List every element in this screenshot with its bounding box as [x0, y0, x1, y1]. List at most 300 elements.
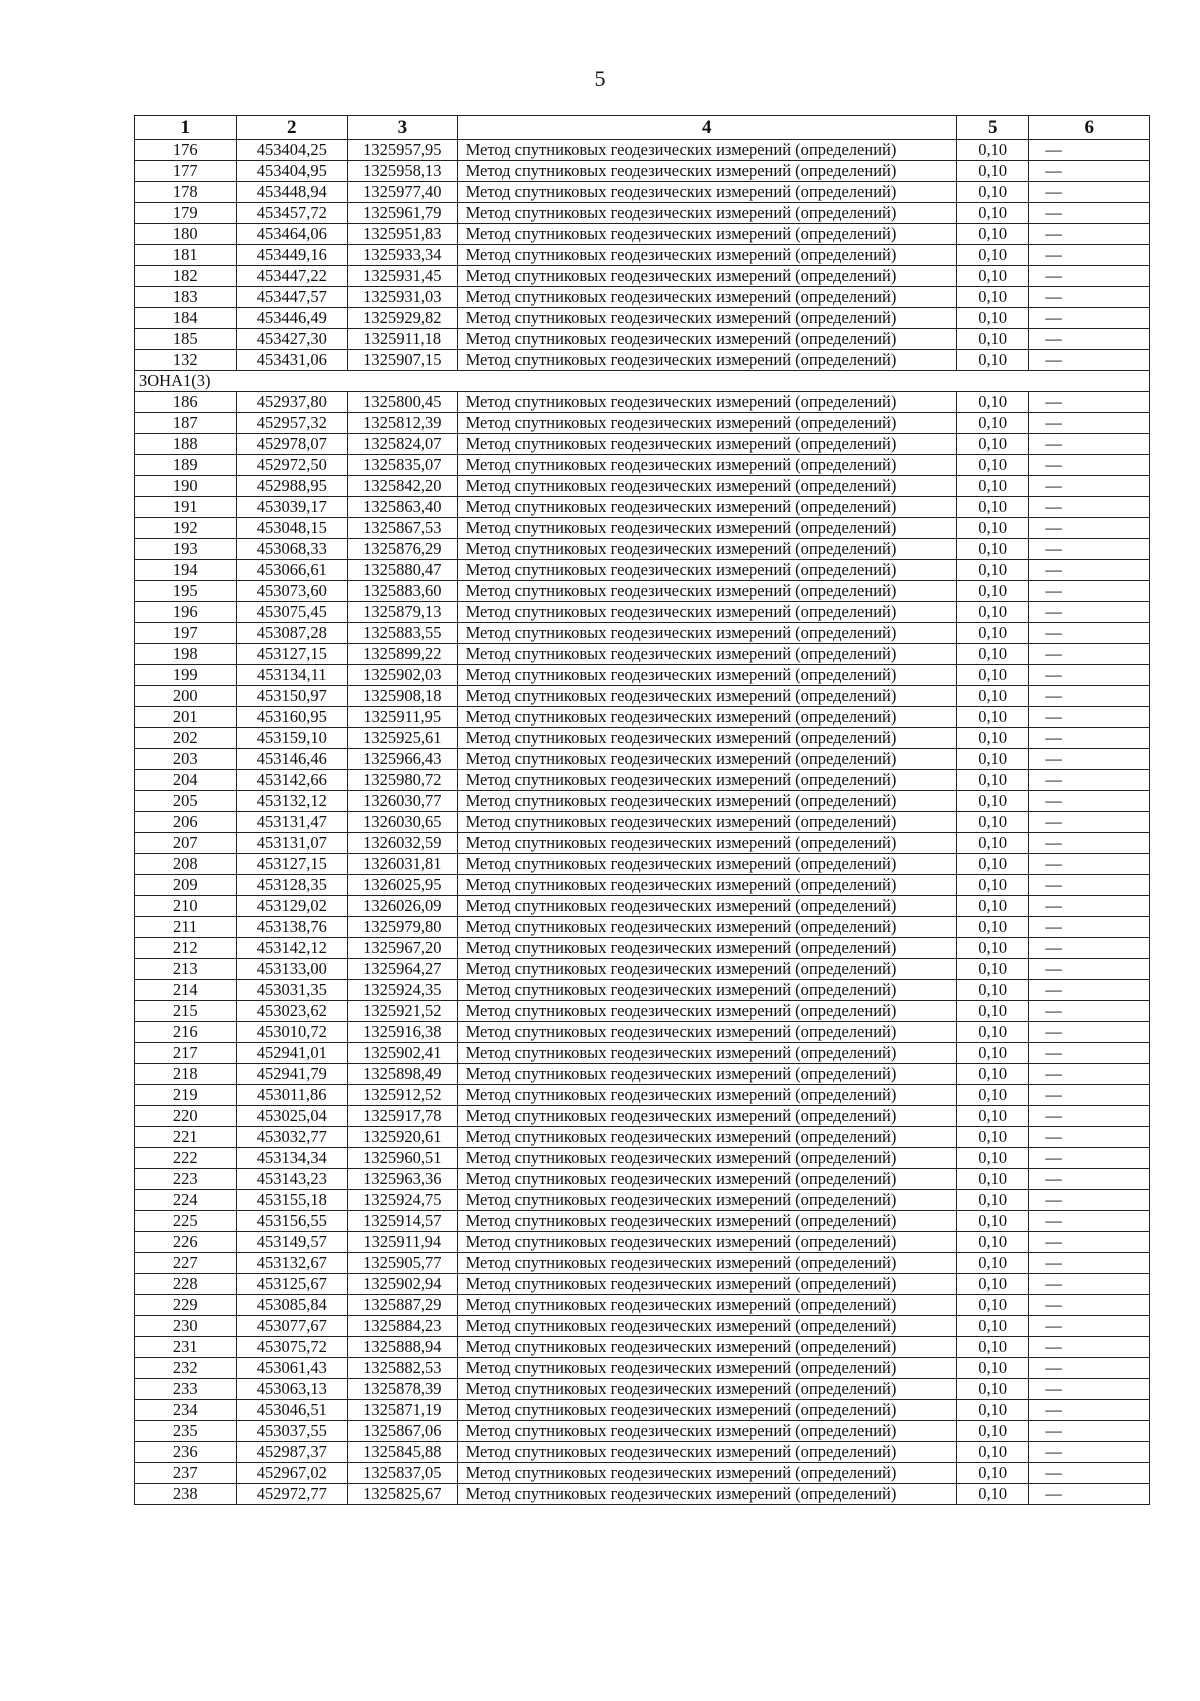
point-number: 231	[135, 1337, 237, 1358]
point-number: 214	[135, 980, 237, 1001]
coord-y: 1325902,03	[348, 665, 458, 686]
coord-y: 1325825,67	[348, 1484, 458, 1505]
coord-y: 1325842,20	[348, 476, 458, 497]
page-number: 5	[594, 66, 606, 91]
coord-y: 1325837,05	[348, 1463, 458, 1484]
method-cell: Метод спутниковых геодезических измерений (определений)	[457, 1022, 956, 1043]
table-row	[135, 749, 1150, 770]
note-cell: —	[1029, 791, 1150, 812]
note-cell: —	[1029, 833, 1150, 854]
table-row	[135, 938, 1150, 959]
note-cell: —	[1029, 1316, 1150, 1337]
coord-y: 1325967,20	[348, 938, 458, 959]
coord-y: 1325931,03	[348, 287, 458, 308]
note-cell: —	[1029, 854, 1150, 875]
note-cell: —	[1029, 1232, 1150, 1253]
coord-x: 453075,72	[236, 1337, 348, 1358]
coord-x: 453085,84	[236, 1295, 348, 1316]
note-cell: —	[1029, 1148, 1150, 1169]
point-number: 186	[135, 392, 237, 413]
note-cell: —	[1029, 1043, 1150, 1064]
note-cell: —	[1029, 497, 1150, 518]
note-cell: —	[1029, 665, 1150, 686]
accuracy-cell: 0,10	[957, 1421, 1029, 1442]
coord-y: 1326026,09	[348, 896, 458, 917]
method-cell: Метод спутниковых геодезических измерений (определений)	[457, 644, 956, 665]
coord-x: 453457,72	[236, 203, 348, 224]
point-number: 207	[135, 833, 237, 854]
point-number: 228	[135, 1274, 237, 1295]
note-cell: —	[1029, 1253, 1150, 1274]
method-cell: Метод спутниковых геодезических измерений (определений)	[457, 308, 956, 329]
table-row	[135, 686, 1150, 707]
note-cell: —	[1029, 455, 1150, 476]
coord-x: 453431,06	[236, 350, 348, 371]
accuracy-cell: 0,10	[957, 224, 1029, 245]
point-number: 213	[135, 959, 237, 980]
coord-x: 453448,94	[236, 182, 348, 203]
coord-x: 453146,46	[236, 749, 348, 770]
method-cell: Метод спутниковых геодезических измерений (определений)	[457, 1085, 956, 1106]
coord-y: 1325980,72	[348, 770, 458, 791]
coord-x: 453066,61	[236, 560, 348, 581]
point-number: 198	[135, 644, 237, 665]
method-cell: Метод спутниковых геодезических измерений (определений)	[457, 1337, 956, 1358]
accuracy-cell: 0,10	[957, 1337, 1029, 1358]
note-cell: —	[1029, 1274, 1150, 1295]
coord-x: 453446,49	[236, 308, 348, 329]
coord-y: 1325902,94	[348, 1274, 458, 1295]
method-cell: Метод спутниковых геодезических измерений (определений)	[457, 1190, 956, 1211]
point-number: 204	[135, 770, 237, 791]
point-number: 203	[135, 749, 237, 770]
accuracy-cell: 0,10	[957, 560, 1029, 581]
table-row	[135, 1085, 1150, 1106]
table-row	[135, 413, 1150, 434]
point-number: 209	[135, 875, 237, 896]
coord-x: 453087,28	[236, 623, 348, 644]
method-cell: Метод спутниковых геодезических измерений (определений)	[457, 560, 956, 581]
note-cell: —	[1029, 1190, 1150, 1211]
coord-y: 1325960,51	[348, 1148, 458, 1169]
coord-x: 453150,97	[236, 686, 348, 707]
note-cell: —	[1029, 413, 1150, 434]
point-number: 224	[135, 1190, 237, 1211]
table-row	[135, 602, 1150, 623]
table-row	[135, 644, 1150, 665]
note-cell: —	[1029, 1295, 1150, 1316]
coord-x: 453127,15	[236, 854, 348, 875]
note-cell: —	[1029, 1421, 1150, 1442]
table-row	[135, 1379, 1150, 1400]
note-cell: —	[1029, 1211, 1150, 1232]
point-number: 199	[135, 665, 237, 686]
coord-x: 453037,55	[236, 1421, 348, 1442]
table-row	[135, 518, 1150, 539]
header-col-2: 2	[236, 116, 348, 140]
accuracy-cell: 0,10	[957, 329, 1029, 350]
table-row	[135, 1484, 1150, 1505]
table-row	[135, 1232, 1150, 1253]
coord-y: 1325924,35	[348, 980, 458, 1001]
point-number: 182	[135, 266, 237, 287]
point-number: 234	[135, 1400, 237, 1421]
coord-y: 1325879,13	[348, 602, 458, 623]
point-number: 235	[135, 1421, 237, 1442]
method-cell: Метод спутниковых геодезических измерений (определений)	[457, 1127, 956, 1148]
point-number: 176	[135, 140, 237, 161]
coord-x: 453404,25	[236, 140, 348, 161]
note-cell: —	[1029, 203, 1150, 224]
note-cell: —	[1029, 728, 1150, 749]
method-cell: Метод спутниковых геодезических измерений (определений)	[457, 1211, 956, 1232]
accuracy-cell: 0,10	[957, 707, 1029, 728]
accuracy-cell: 0,10	[957, 581, 1029, 602]
coord-y: 1325867,06	[348, 1421, 458, 1442]
note-cell: —	[1029, 875, 1150, 896]
method-cell: Метод спутниковых геодезических измерений (определений)	[457, 770, 956, 791]
method-cell: Метод спутниковых геодезических измерений (определений)	[457, 329, 956, 350]
method-cell: Метод спутниковых геодезических измерений (определений)	[457, 1442, 956, 1463]
point-number: 218	[135, 1064, 237, 1085]
method-cell: Метод спутниковых геодезических измерений (определений)	[457, 1253, 956, 1274]
method-cell: Метод спутниковых геодезических измерений (определений)	[457, 1148, 956, 1169]
table-row	[135, 581, 1150, 602]
accuracy-cell: 0,10	[957, 1232, 1029, 1253]
coord-x: 452978,07	[236, 434, 348, 455]
table-row	[135, 1064, 1150, 1085]
table-row	[135, 623, 1150, 644]
accuracy-cell: 0,10	[957, 833, 1029, 854]
method-cell: Метод спутниковых геодезических измерений (определений)	[457, 1274, 956, 1295]
header-col-5: 5	[957, 116, 1029, 140]
coord-x: 453155,18	[236, 1190, 348, 1211]
table-row	[135, 1316, 1150, 1337]
accuracy-cell: 0,10	[957, 287, 1029, 308]
table-row	[135, 875, 1150, 896]
method-cell: Метод спутниковых геодезических измерений (определений)	[457, 203, 956, 224]
point-number: 225	[135, 1211, 237, 1232]
method-cell: Метод спутниковых геодезических измерений (определений)	[457, 476, 956, 497]
coord-y: 1325867,53	[348, 518, 458, 539]
table-row	[135, 1274, 1150, 1295]
coord-y: 1325916,38	[348, 1022, 458, 1043]
coord-x: 453149,57	[236, 1232, 348, 1253]
table-row	[135, 791, 1150, 812]
note-cell: —	[1029, 245, 1150, 266]
table-row	[135, 1400, 1150, 1421]
note-cell: —	[1029, 518, 1150, 539]
coord-x: 453404,95	[236, 161, 348, 182]
table-row	[135, 140, 1150, 161]
table-row	[135, 497, 1150, 518]
point-number: 194	[135, 560, 237, 581]
table-row	[135, 266, 1150, 287]
point-number: 227	[135, 1253, 237, 1274]
point-number: 230	[135, 1316, 237, 1337]
table-row	[135, 812, 1150, 833]
coord-x: 453447,22	[236, 266, 348, 287]
method-cell: Метод спутниковых геодезических измерений (определений)	[457, 980, 956, 1001]
method-cell: Метод спутниковых геодезических измерений (определений)	[457, 1295, 956, 1316]
method-cell: Метод спутниковых геодезических измерений (определений)	[457, 1379, 956, 1400]
coord-x: 453447,57	[236, 287, 348, 308]
coord-y: 1325871,19	[348, 1400, 458, 1421]
coord-y: 1325924,75	[348, 1190, 458, 1211]
point-number: 238	[135, 1484, 237, 1505]
accuracy-cell: 0,10	[957, 623, 1029, 644]
coord-y: 1325812,39	[348, 413, 458, 434]
accuracy-cell: 0,10	[957, 308, 1029, 329]
note-cell: —	[1029, 1400, 1150, 1421]
coord-x: 453046,51	[236, 1400, 348, 1421]
accuracy-cell: 0,10	[957, 455, 1029, 476]
table-row	[135, 1358, 1150, 1379]
coord-x: 453160,95	[236, 707, 348, 728]
point-number: 202	[135, 728, 237, 749]
table-row	[135, 854, 1150, 875]
coord-x: 453142,66	[236, 770, 348, 791]
coord-x: 452987,37	[236, 1442, 348, 1463]
method-cell: Метод спутниковых геодезических измерений (определений)	[457, 1421, 956, 1442]
point-number: 217	[135, 1043, 237, 1064]
zone-row	[135, 371, 1150, 392]
table-row	[135, 833, 1150, 854]
point-number: 219	[135, 1085, 237, 1106]
point-number: 221	[135, 1127, 237, 1148]
point-number: 192	[135, 518, 237, 539]
accuracy-cell: 0,10	[957, 266, 1029, 287]
method-cell: Метод спутниковых геодезических измерений (определений)	[457, 245, 956, 266]
table-row	[135, 476, 1150, 497]
coord-y: 1325878,39	[348, 1379, 458, 1400]
coord-x: 453134,34	[236, 1148, 348, 1169]
note-cell: —	[1029, 1064, 1150, 1085]
table-row	[135, 245, 1150, 266]
method-cell: Метод спутниковых геодезических измерений (определений)	[457, 1043, 956, 1064]
table-row	[135, 1106, 1150, 1127]
note-cell: —	[1029, 161, 1150, 182]
point-number: 181	[135, 245, 237, 266]
accuracy-cell: 0,10	[957, 812, 1029, 833]
method-cell: Метод спутниковых геодезических измерений (определений)	[457, 287, 956, 308]
point-number: 187	[135, 413, 237, 434]
coord-x: 453073,60	[236, 581, 348, 602]
method-cell: Метод спутниковых геодезических измерений (определений)	[457, 1169, 956, 1190]
accuracy-cell: 0,10	[957, 875, 1029, 896]
accuracy-cell: 0,10	[957, 1085, 1029, 1106]
note-cell: —	[1029, 1001, 1150, 1022]
accuracy-cell: 0,10	[957, 770, 1029, 791]
table-row	[135, 665, 1150, 686]
table-row	[135, 1127, 1150, 1148]
coord-x: 452967,02	[236, 1463, 348, 1484]
table-row	[135, 182, 1150, 203]
accuracy-cell: 0,10	[957, 1106, 1029, 1127]
accuracy-cell: 0,10	[957, 1043, 1029, 1064]
method-cell: Метод спутниковых геодезических измерений (определений)	[457, 1400, 956, 1421]
note-cell: —	[1029, 896, 1150, 917]
coord-x: 453010,72	[236, 1022, 348, 1043]
table-row	[135, 1211, 1150, 1232]
coord-x: 453132,12	[236, 791, 348, 812]
table-row	[135, 896, 1150, 917]
note-cell: —	[1029, 266, 1150, 287]
accuracy-cell: 0,10	[957, 980, 1029, 1001]
point-number: 179	[135, 203, 237, 224]
method-cell: Метод спутниковых геодезических измерений (определений)	[457, 1064, 956, 1085]
table-row	[135, 455, 1150, 476]
table-row	[135, 350, 1150, 371]
coord-y: 1325884,23	[348, 1316, 458, 1337]
method-cell: Метод спутниковых геодезических измерений (определений)	[457, 434, 956, 455]
accuracy-cell: 0,10	[957, 1022, 1029, 1043]
method-cell: Метод спутниковых геодезических измерений (определений)	[457, 266, 956, 287]
coord-y: 1325883,60	[348, 581, 458, 602]
note-cell: —	[1029, 938, 1150, 959]
coord-y: 1325911,94	[348, 1232, 458, 1253]
accuracy-cell: 0,10	[957, 1400, 1029, 1421]
note-cell: —	[1029, 287, 1150, 308]
coord-y: 1325882,53	[348, 1358, 458, 1379]
table-row	[135, 1001, 1150, 1022]
accuracy-cell: 0,10	[957, 1211, 1029, 1232]
accuracy-cell: 0,10	[957, 413, 1029, 434]
coord-x: 452972,77	[236, 1484, 348, 1505]
coord-y: 1325921,52	[348, 1001, 458, 1022]
coord-y: 1325917,78	[348, 1106, 458, 1127]
accuracy-cell: 0,10	[957, 1253, 1029, 1274]
table-row	[135, 959, 1150, 980]
table-row	[135, 1337, 1150, 1358]
header-col-3: 3	[348, 116, 458, 140]
method-cell: Метод спутниковых геодезических измерений (определений)	[457, 1106, 956, 1127]
coord-x: 453032,77	[236, 1127, 348, 1148]
note-cell: —	[1029, 1022, 1150, 1043]
point-number: 205	[135, 791, 237, 812]
table-row	[135, 1190, 1150, 1211]
method-cell: Метод спутниковых геодезических измерений (определений)	[457, 833, 956, 854]
accuracy-cell: 0,10	[957, 959, 1029, 980]
note-cell: —	[1029, 1463, 1150, 1484]
note-cell: —	[1029, 686, 1150, 707]
coord-x: 452941,01	[236, 1043, 348, 1064]
table-row	[135, 434, 1150, 455]
coord-y: 1325907,15	[348, 350, 458, 371]
coord-y: 1325963,36	[348, 1169, 458, 1190]
header-col-4: 4	[457, 116, 956, 140]
coord-x: 453125,67	[236, 1274, 348, 1295]
table-row	[135, 1463, 1150, 1484]
table-row	[135, 329, 1150, 350]
coord-y: 1325899,22	[348, 644, 458, 665]
coord-y: 1325920,61	[348, 1127, 458, 1148]
accuracy-cell: 0,10	[957, 182, 1029, 203]
table-row	[135, 308, 1150, 329]
note-cell: —	[1029, 602, 1150, 623]
coord-y: 1325905,77	[348, 1253, 458, 1274]
note-cell: —	[1029, 1169, 1150, 1190]
point-number: 220	[135, 1106, 237, 1127]
coord-x: 453156,55	[236, 1211, 348, 1232]
accuracy-cell: 0,10	[957, 497, 1029, 518]
coord-x: 453077,67	[236, 1316, 348, 1337]
method-cell: Метод спутниковых геодезических измерений (определений)	[457, 1484, 956, 1505]
method-cell: Метод спутниковых геодезических измерений (определений)	[457, 917, 956, 938]
coord-y: 1325957,95	[348, 140, 458, 161]
method-cell: Метод спутниковых геодезических измерений (определений)	[457, 497, 956, 518]
coord-y: 1325883,55	[348, 623, 458, 644]
method-cell: Метод спутниковых геодезических измерений (определений)	[457, 539, 956, 560]
coord-x: 453025,04	[236, 1106, 348, 1127]
point-number: 188	[135, 434, 237, 455]
coord-x: 453039,17	[236, 497, 348, 518]
note-cell: —	[1029, 182, 1150, 203]
coord-y: 1325958,13	[348, 161, 458, 182]
note-cell: —	[1029, 812, 1150, 833]
coord-y: 1325961,79	[348, 203, 458, 224]
coordinates-table	[134, 115, 1150, 1505]
coord-y: 1325979,80	[348, 917, 458, 938]
coord-x: 453127,15	[236, 644, 348, 665]
header-col-1: 1	[135, 116, 237, 140]
method-cell: Метод спутниковых геодезических измерений (определений)	[457, 1316, 956, 1337]
coord-y: 1325800,45	[348, 392, 458, 413]
coord-y: 1325914,57	[348, 1211, 458, 1232]
note-cell: —	[1029, 476, 1150, 497]
point-number: 208	[135, 854, 237, 875]
coord-y: 1325966,43	[348, 749, 458, 770]
point-number: 236	[135, 1442, 237, 1463]
method-cell: Метод спутниковых геодезических измерений (определений)	[457, 1463, 956, 1484]
coord-y: 1325929,82	[348, 308, 458, 329]
note-cell: —	[1029, 1484, 1150, 1505]
coord-x: 453131,47	[236, 812, 348, 833]
coord-x: 453075,45	[236, 602, 348, 623]
point-number: 178	[135, 182, 237, 203]
coord-y: 1325931,45	[348, 266, 458, 287]
method-cell: Метод спутниковых геодезических измерений (определений)	[457, 623, 956, 644]
note-cell: —	[1029, 392, 1150, 413]
accuracy-cell: 0,10	[957, 434, 1029, 455]
point-number: 197	[135, 623, 237, 644]
coord-y: 1325876,29	[348, 539, 458, 560]
coord-x: 453132,67	[236, 1253, 348, 1274]
accuracy-cell: 0,10	[957, 1316, 1029, 1337]
table-body	[135, 140, 1150, 1505]
method-cell: Метод спутниковых геодезических измерений (определений)	[457, 350, 956, 371]
coord-x: 453129,02	[236, 896, 348, 917]
coord-y: 1325977,40	[348, 182, 458, 203]
accuracy-cell: 0,10	[957, 245, 1029, 266]
method-cell: Метод спутниковых геодезических измерений (определений)	[457, 728, 956, 749]
method-cell: Метод спутниковых геодезических измерений (определений)	[457, 707, 956, 728]
coord-x: 453138,76	[236, 917, 348, 938]
table-row	[135, 1442, 1150, 1463]
coord-x: 452957,32	[236, 413, 348, 434]
coord-y: 1325912,52	[348, 1085, 458, 1106]
note-cell: —	[1029, 707, 1150, 728]
coord-x: 453023,62	[236, 1001, 348, 1022]
coord-y: 1325908,18	[348, 686, 458, 707]
method-cell: Метод спутниковых геодезических измерений (определений)	[457, 602, 956, 623]
method-cell: Метод спутниковых геодезических измерений (определений)	[457, 455, 956, 476]
accuracy-cell: 0,10	[957, 749, 1029, 770]
point-number: 132	[135, 350, 237, 371]
accuracy-cell: 0,10	[957, 350, 1029, 371]
coord-x: 453159,10	[236, 728, 348, 749]
method-cell: Метод спутниковых геодезических измерений (определений)	[457, 854, 956, 875]
